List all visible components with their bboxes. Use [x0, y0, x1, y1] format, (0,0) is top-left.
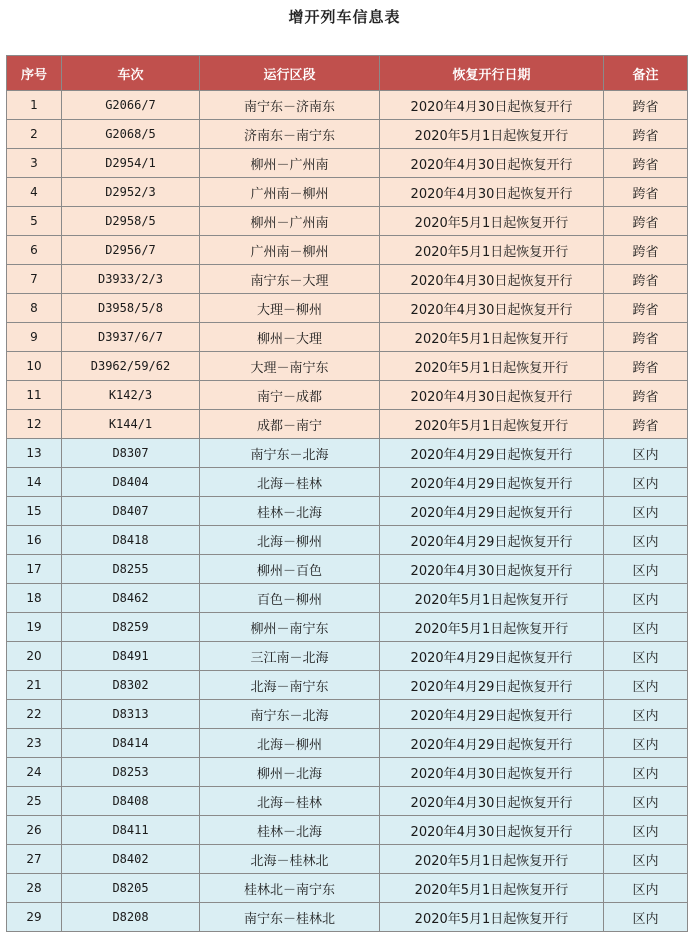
cell-no: 12	[7, 410, 62, 439]
table-row	[7, 758, 688, 787]
cell-note: 区内	[604, 468, 688, 497]
table-row	[7, 845, 688, 874]
cell-date: 2020年4月30日起恢复开行	[380, 265, 604, 294]
cell-route: 桂林北－南宁东	[200, 874, 380, 903]
cell-route: 桂林－北海	[200, 816, 380, 845]
cell-note: 区内	[604, 439, 688, 468]
cell-route: 柳州－南宁东	[200, 613, 380, 642]
cell-date: 2020年5月1日起恢复开行	[380, 410, 604, 439]
cell-date: 2020年4月30日起恢复开行	[380, 758, 604, 787]
cell-route: 三江南－北海	[200, 642, 380, 671]
cell-train: D8414	[62, 729, 200, 758]
cell-note: 区内	[604, 613, 688, 642]
cell-route: 北海－桂林北	[200, 845, 380, 874]
table-row	[7, 236, 688, 265]
cell-train: G2068/5	[62, 120, 200, 149]
cell-train: D2954/1	[62, 149, 200, 178]
table-row	[7, 903, 688, 932]
cell-note: 跨省	[604, 120, 688, 149]
cell-note: 区内	[604, 758, 688, 787]
cell-train: D2958/5	[62, 207, 200, 236]
cell-note: 跨省	[604, 265, 688, 294]
cell-route: 百色－柳州	[200, 584, 380, 613]
header-date: 恢复开行日期	[380, 56, 604, 91]
table-row	[7, 207, 688, 236]
table-row	[7, 642, 688, 671]
cell-route: 桂林－北海	[200, 497, 380, 526]
cell-note: 跨省	[604, 294, 688, 323]
cell-train: K142/3	[62, 381, 200, 410]
cell-date: 2020年4月30日起恢复开行	[380, 555, 604, 584]
cell-note: 区内	[604, 874, 688, 903]
cell-date: 2020年4月29日起恢复开行	[380, 671, 604, 700]
cell-route: 北海－南宁东	[200, 671, 380, 700]
cell-train: D8259	[62, 613, 200, 642]
cell-train: D8307	[62, 439, 200, 468]
cell-note: 区内	[604, 903, 688, 932]
table-row	[7, 787, 688, 816]
cell-no: 14	[7, 468, 62, 497]
cell-no: 8	[7, 294, 62, 323]
cell-train: D8462	[62, 584, 200, 613]
cell-date: 2020年4月30日起恢复开行	[380, 178, 604, 207]
cell-train: G2066/7	[62, 91, 200, 120]
cell-note: 跨省	[604, 236, 688, 265]
cell-date: 2020年4月30日起恢复开行	[380, 381, 604, 410]
table-row	[7, 410, 688, 439]
cell-route: 成都－南宁	[200, 410, 380, 439]
cell-no: 18	[7, 584, 62, 613]
cell-train: D3958/5/8	[62, 294, 200, 323]
cell-note: 区内	[604, 584, 688, 613]
cell-train: D8407	[62, 497, 200, 526]
cell-date: 2020年4月29日起恢复开行	[380, 439, 604, 468]
cell-route: 大理－南宁东	[200, 352, 380, 381]
cell-note: 跨省	[604, 149, 688, 178]
cell-no: 28	[7, 874, 62, 903]
cell-note: 跨省	[604, 91, 688, 120]
table-row	[7, 671, 688, 700]
cell-date: 2020年5月1日起恢复开行	[380, 845, 604, 874]
cell-train: D3937/6/7	[62, 323, 200, 352]
cell-no: 10	[7, 352, 62, 381]
cell-note: 区内	[604, 671, 688, 700]
cell-note: 区内	[604, 845, 688, 874]
cell-route: 广州南－柳州	[200, 236, 380, 265]
cell-note: 跨省	[604, 410, 688, 439]
header-no: 序号	[7, 56, 62, 91]
cell-no: 13	[7, 439, 62, 468]
cell-route: 北海－桂林	[200, 468, 380, 497]
table-row	[7, 439, 688, 468]
cell-train: D8255	[62, 555, 200, 584]
cell-route: 北海－桂林	[200, 787, 380, 816]
cell-no: 26	[7, 816, 62, 845]
cell-no: 3	[7, 149, 62, 178]
cell-route: 大理－柳州	[200, 294, 380, 323]
cell-note: 跨省	[604, 381, 688, 410]
cell-date: 2020年4月29日起恢复开行	[380, 497, 604, 526]
cell-note: 区内	[604, 700, 688, 729]
table-row	[7, 700, 688, 729]
cell-route: 柳州－百色	[200, 555, 380, 584]
cell-no: 24	[7, 758, 62, 787]
cell-train: D3933/2/3	[62, 265, 200, 294]
cell-no: 29	[7, 903, 62, 932]
cell-route: 柳州－北海	[200, 758, 380, 787]
cell-date: 2020年5月1日起恢复开行	[380, 613, 604, 642]
header-note: 备注	[604, 56, 688, 91]
cell-date: 2020年4月29日起恢复开行	[380, 468, 604, 497]
cell-note: 跨省	[604, 323, 688, 352]
table-row	[7, 555, 688, 584]
cell-date: 2020年5月1日起恢复开行	[380, 236, 604, 265]
cell-date: 2020年5月1日起恢复开行	[380, 874, 604, 903]
cell-route: 柳州－广州南	[200, 149, 380, 178]
cell-train: D8205	[62, 874, 200, 903]
cell-no: 5	[7, 207, 62, 236]
cell-no: 22	[7, 700, 62, 729]
cell-route: 北海－柳州	[200, 526, 380, 555]
table-row	[7, 613, 688, 642]
table-body	[7, 91, 688, 932]
table-header-row	[7, 56, 688, 91]
table-row	[7, 497, 688, 526]
cell-train: D8408	[62, 787, 200, 816]
cell-train: D8404	[62, 468, 200, 497]
cell-date: 2020年4月30日起恢复开行	[380, 149, 604, 178]
cell-date: 2020年5月1日起恢复开行	[380, 584, 604, 613]
table-row	[7, 584, 688, 613]
cell-train: D8253	[62, 758, 200, 787]
cell-no: 17	[7, 555, 62, 584]
cell-no: 27	[7, 845, 62, 874]
cell-train: D8313	[62, 700, 200, 729]
cell-date: 2020年5月1日起恢复开行	[380, 903, 604, 932]
cell-no: 2	[7, 120, 62, 149]
cell-date: 2020年5月1日起恢复开行	[380, 120, 604, 149]
table-row	[7, 91, 688, 120]
table-row	[7, 323, 688, 352]
cell-route: 柳州－大理	[200, 323, 380, 352]
cell-date: 2020年4月29日起恢复开行	[380, 642, 604, 671]
table-row	[7, 265, 688, 294]
table-row	[7, 381, 688, 410]
cell-date: 2020年4月30日起恢复开行	[380, 294, 604, 323]
table-row	[7, 816, 688, 845]
cell-route: 南宁东－桂林北	[200, 903, 380, 932]
cell-train: D8418	[62, 526, 200, 555]
cell-note: 区内	[604, 729, 688, 758]
header-train: 车次	[62, 56, 200, 91]
cell-train: D2952/3	[62, 178, 200, 207]
cell-date: 2020年4月30日起恢复开行	[380, 787, 604, 816]
table-row	[7, 120, 688, 149]
cell-no: 25	[7, 787, 62, 816]
table-row	[7, 149, 688, 178]
cell-no: 15	[7, 497, 62, 526]
cell-no: 4	[7, 178, 62, 207]
cell-note: 跨省	[604, 352, 688, 381]
cell-train: D8208	[62, 903, 200, 932]
cell-route: 南宁东－北海	[200, 439, 380, 468]
cell-train: D2956/7	[62, 236, 200, 265]
cell-no: 19	[7, 613, 62, 642]
cell-no: 20	[7, 642, 62, 671]
cell-route: 南宁东－大理	[200, 265, 380, 294]
cell-note: 区内	[604, 787, 688, 816]
cell-date: 2020年4月29日起恢复开行	[380, 700, 604, 729]
cell-note: 区内	[604, 555, 688, 584]
table-row	[7, 729, 688, 758]
cell-note: 跨省	[604, 178, 688, 207]
cell-date: 2020年5月1日起恢复开行	[380, 352, 604, 381]
cell-date: 2020年4月30日起恢复开行	[380, 816, 604, 845]
cell-train: D8491	[62, 642, 200, 671]
cell-route: 南宁东－济南东	[200, 91, 380, 120]
table-row	[7, 294, 688, 323]
cell-note: 区内	[604, 642, 688, 671]
cell-train: D8402	[62, 845, 200, 874]
header-route: 运行区段	[200, 56, 380, 91]
cell-no: 7	[7, 265, 62, 294]
cell-date: 2020年4月29日起恢复开行	[380, 729, 604, 758]
table-row	[7, 874, 688, 903]
cell-date: 2020年5月1日起恢复开行	[380, 207, 604, 236]
cell-note: 区内	[604, 526, 688, 555]
cell-note: 区内	[604, 497, 688, 526]
cell-train: D3962/59/62	[62, 352, 200, 381]
cell-no: 23	[7, 729, 62, 758]
cell-train: D8411	[62, 816, 200, 845]
cell-route: 南宁东－北海	[200, 700, 380, 729]
table-row	[7, 468, 688, 497]
page-title: 增开列车信息表	[288, 8, 401, 26]
cell-note: 区内	[604, 816, 688, 845]
cell-route: 广州南－柳州	[200, 178, 380, 207]
cell-date: 2020年4月30日起恢复开行	[380, 91, 604, 120]
cell-no: 11	[7, 381, 62, 410]
cell-train: K144/1	[62, 410, 200, 439]
train-info-table	[6, 55, 688, 932]
cell-no: 6	[7, 236, 62, 265]
cell-route: 济南东－南宁东	[200, 120, 380, 149]
cell-route: 北海－柳州	[200, 729, 380, 758]
cell-no: 21	[7, 671, 62, 700]
cell-date: 2020年5月1日起恢复开行	[380, 323, 604, 352]
table-row	[7, 178, 688, 207]
table-row	[7, 352, 688, 381]
cell-no: 9	[7, 323, 62, 352]
cell-route: 南宁－成都	[200, 381, 380, 410]
table-row	[7, 526, 688, 555]
cell-train: D8302	[62, 671, 200, 700]
cell-no: 16	[7, 526, 62, 555]
cell-route: 柳州－广州南	[200, 207, 380, 236]
cell-date: 2020年4月29日起恢复开行	[380, 526, 604, 555]
cell-no: 1	[7, 91, 62, 120]
cell-note: 跨省	[604, 207, 688, 236]
